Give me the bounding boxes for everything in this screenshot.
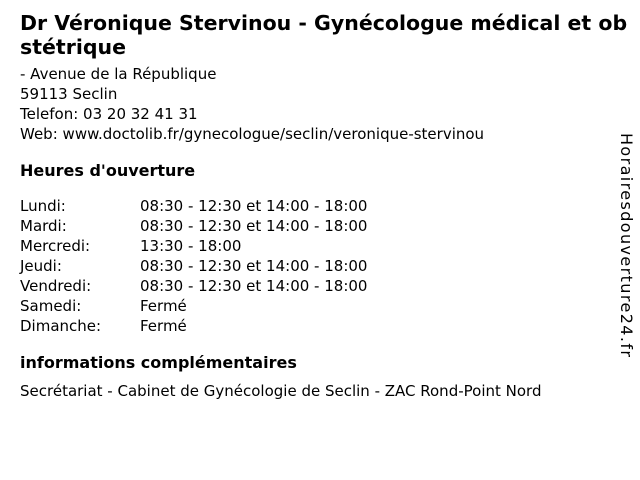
address-city: 59113 Seclin — [20, 85, 118, 103]
day-label: Dimanche: — [20, 317, 102, 335]
day-hours: 08:30 - 12:30 et 14:00 - 18:00 — [140, 257, 368, 275]
site-watermark: Horairesdouverture24.fr — [617, 133, 636, 359]
page-title: Dr Véronique Stervinou - Gynécologue médical et obstétrique — [20, 11, 628, 59]
hours-row-tuesday — [20, 216, 632, 236]
phone-label: Telefon: — [20, 105, 79, 123]
hours-row-friday — [20, 276, 632, 296]
day-label: Mardi: — [20, 217, 67, 235]
day-hours: 08:30 - 12:30 et 14:00 - 18:00 — [140, 217, 368, 235]
phone-number: 03 20 32 41 31 — [83, 105, 198, 123]
hours-table — [20, 196, 632, 336]
additional-info-heading: informations complémentaires — [20, 353, 297, 372]
day-label: Samedi: — [20, 297, 82, 315]
day-label: Vendredi: — [20, 277, 92, 295]
day-hours: 08:30 - 12:30 et 14:00 - 18:00 — [140, 197, 368, 215]
address-street: - Avenue de la République — [20, 65, 217, 83]
website-url: www.doctolib.fr/gynecologue/seclin/veronique-stervinou — [62, 125, 485, 143]
listing-content — [20, 0, 636, 401]
day-hours: Fermé — [140, 297, 187, 315]
day-hours: 08:30 - 12:30 et 14:00 - 18:00 — [140, 277, 368, 295]
contact-block — [20, 64, 632, 144]
day-hours: Fermé — [140, 317, 187, 335]
hours-row-thursday — [20, 256, 632, 276]
day-label: Mercredi: — [20, 237, 91, 255]
day-label: Jeudi: — [20, 257, 62, 275]
additional-info-text: Secrétariat - Cabinet de Gynécologie de Seclin - ZAC Rond-Point Nord — [20, 382, 542, 400]
hours-row-saturday — [20, 296, 632, 316]
web-label: Web: — [20, 125, 58, 143]
hours-row-wednesday — [20, 236, 632, 256]
hours-heading: Heures d'ouverture — [20, 161, 196, 180]
phone-line — [20, 104, 632, 124]
day-label: Lundi: — [20, 197, 66, 215]
hours-row-sunday — [20, 316, 632, 336]
day-hours: 13:30 - 18:00 — [140, 237, 242, 255]
hours-row-monday — [20, 196, 632, 216]
web-line — [20, 124, 632, 144]
